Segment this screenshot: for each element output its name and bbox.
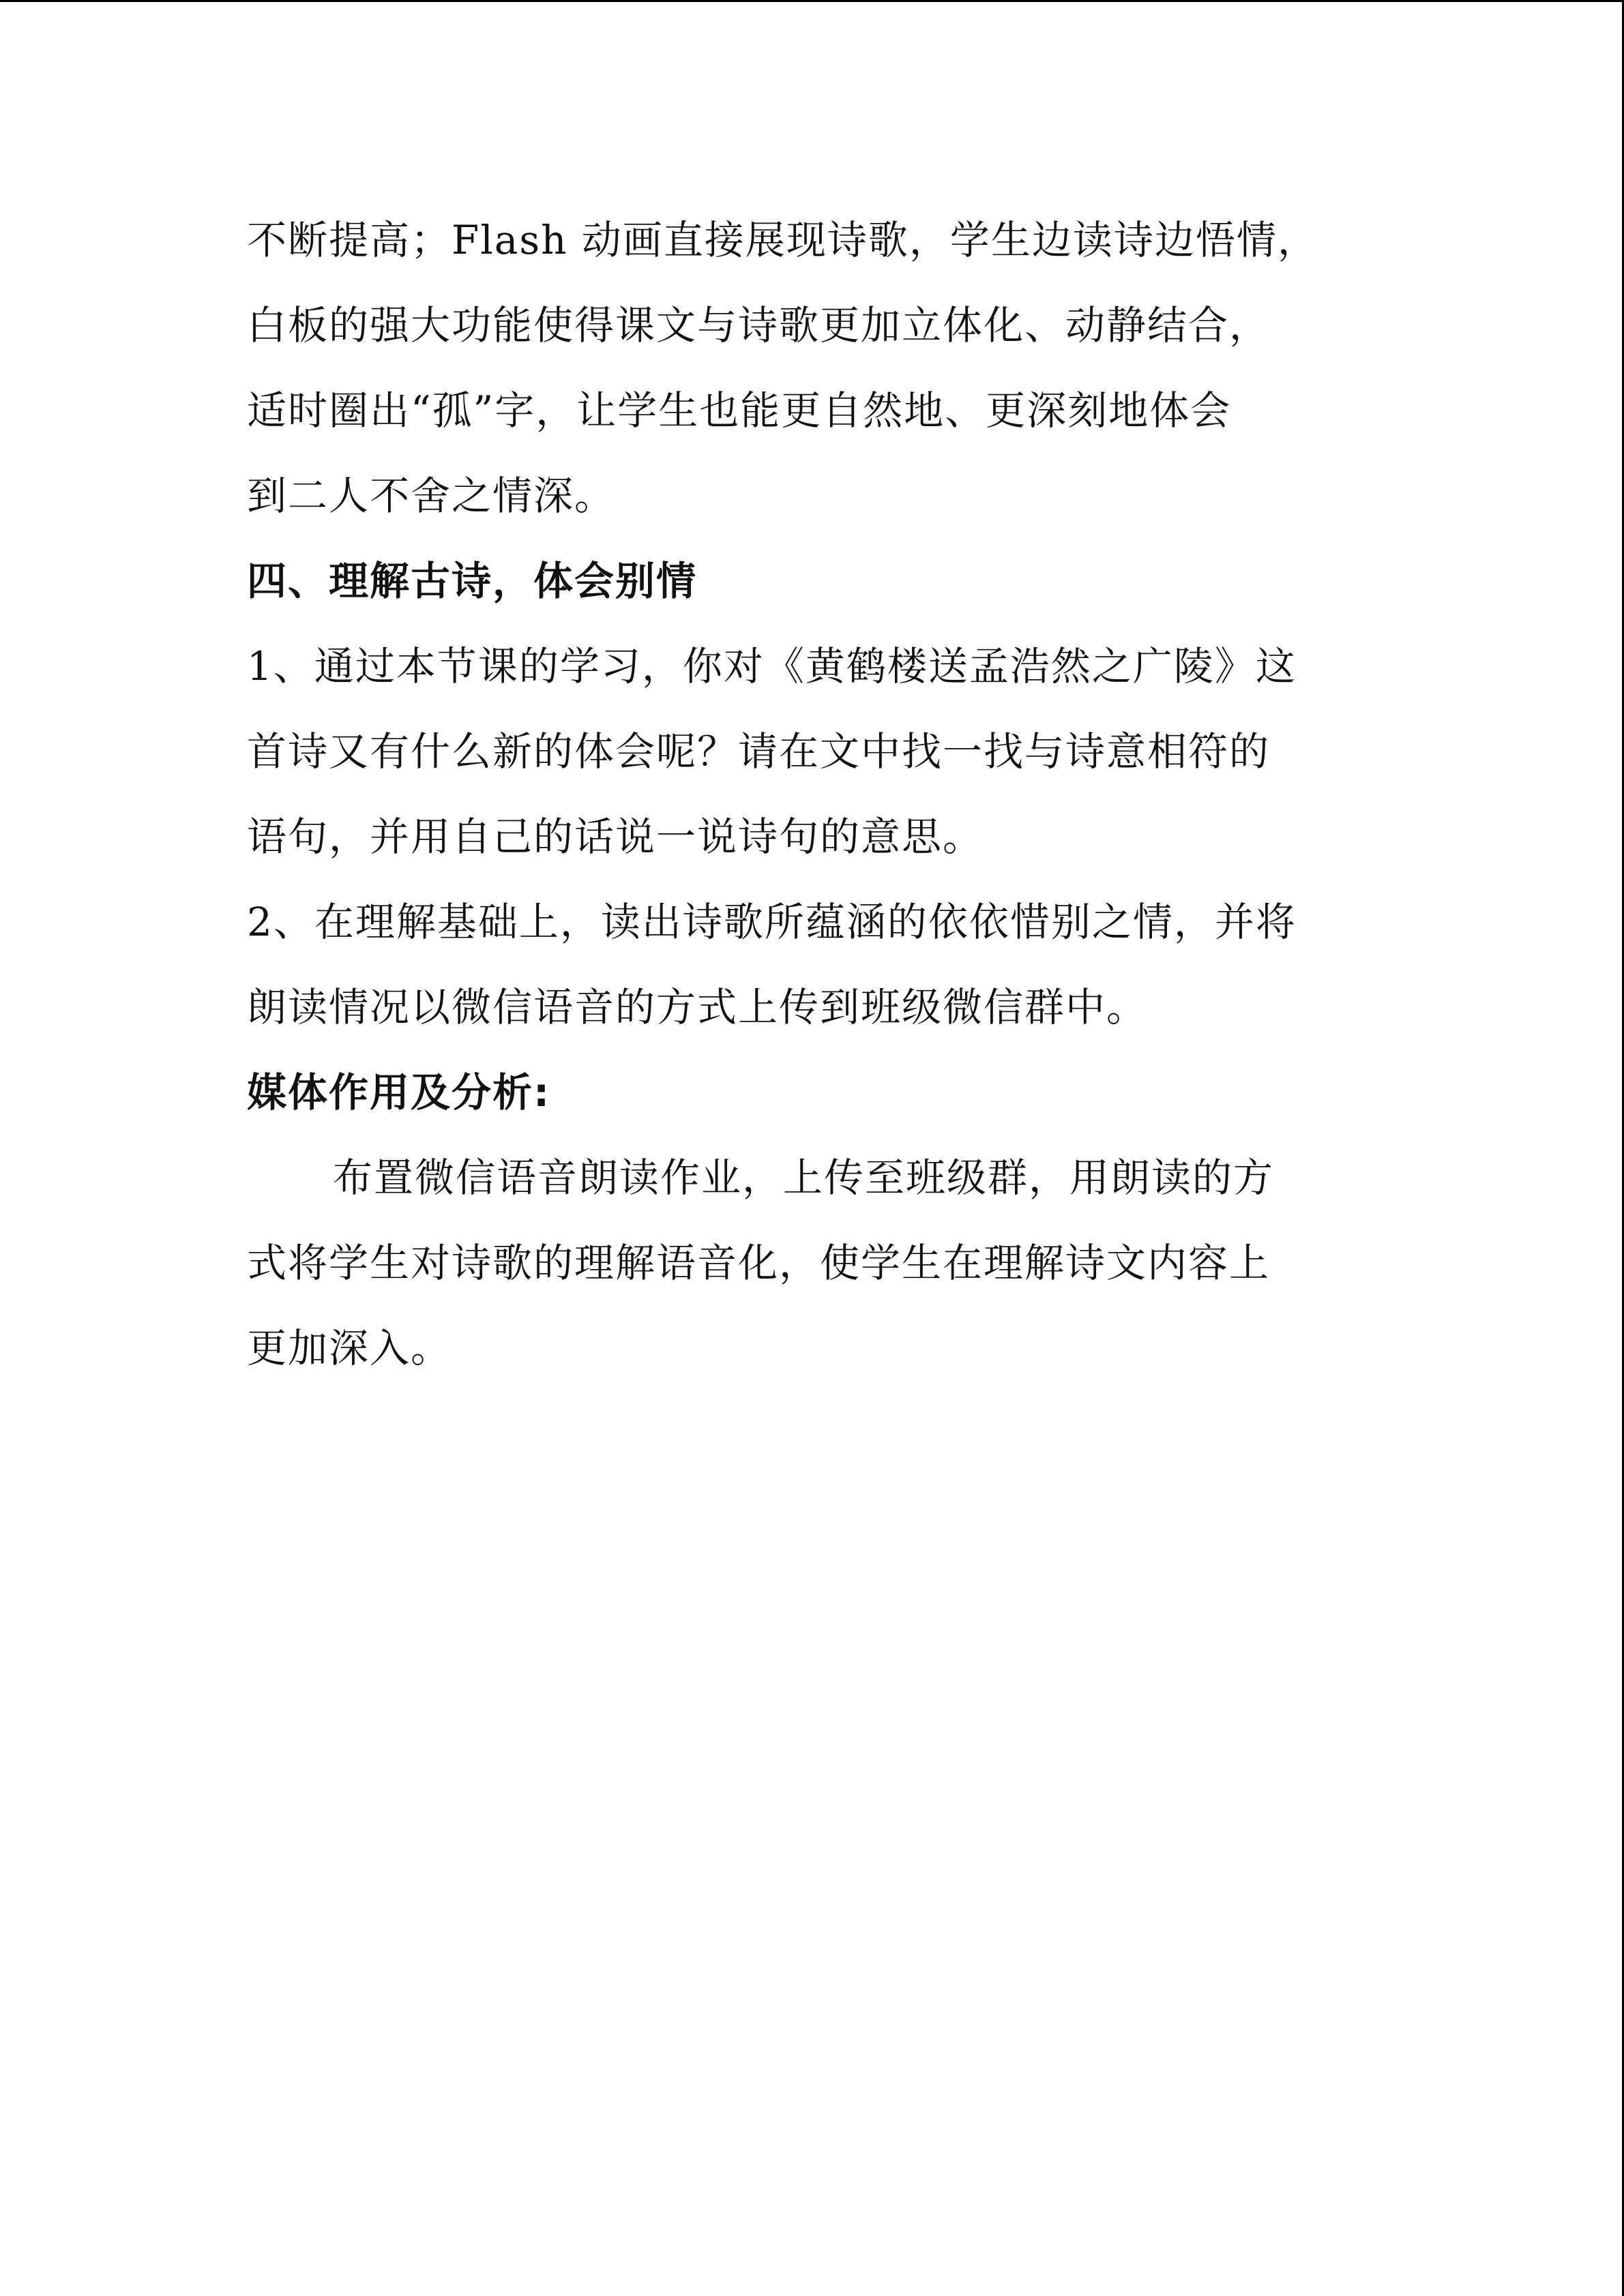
media-paragraph-line: 更加深入。	[247, 1325, 452, 1371]
body-line: 白板的强大功能使得课文与诗歌更加立体化、动静结合，	[247, 302, 1271, 348]
page-top-border	[0, 0, 1624, 2]
body-line: 到二人不舍之情深。	[247, 473, 616, 519]
list-item-1-line: 语句，并用自己的话说一说诗句的意思。	[247, 814, 984, 860]
list-item-1-line: 首诗又有什么新的体会呢？请在文中找一找与诗意相符的	[247, 728, 1271, 775]
list-item-1-line: 1、通过本节课的学习，你对《黄鹤楼送孟浩然之广陵》这	[247, 643, 1297, 689]
body-line: 不断提高；Flash 动画直接展现诗歌，学生边读诗边悟情，	[247, 217, 1318, 263]
body-line: 适时圈出“孤”字，让学生也能更自然地、更深刻地体会	[247, 387, 1232, 434]
media-paragraph-line: 布置微信语音朗读作业，上传至班级群，用朗读的方	[333, 1154, 1275, 1201]
media-heading: 媒体作用及分析:	[247, 1069, 551, 1116]
list-item-2-line: 2、在理解基础上，读出诗歌所蕴涵的依依惜别之情，并将	[247, 899, 1297, 945]
media-paragraph-line: 式将学生对诗歌的理解语音化，使学生在理解诗文内容上	[247, 1240, 1271, 1286]
document-body	[247, 198, 1365, 1391]
list-item-2-line: 朗读情况以微信语音的方式上传到班级微信群中。	[247, 984, 1148, 1030]
section-heading: 四、理解古诗，体会别情	[247, 558, 698, 604]
